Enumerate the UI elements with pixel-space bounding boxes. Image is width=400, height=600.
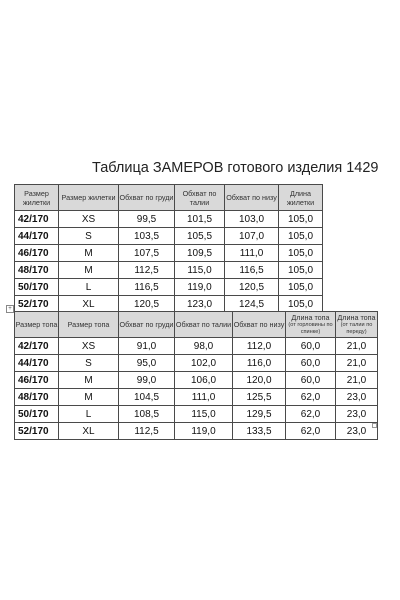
value-cell: 91,0 (119, 338, 175, 355)
size-cell: 44/170 (15, 228, 59, 245)
table-row (15, 355, 378, 372)
value-cell: 95,0 (119, 355, 175, 372)
value-cell: 119,0 (175, 423, 233, 440)
value-cell: 105,0 (279, 211, 323, 228)
size-cell: 48/170 (15, 262, 59, 279)
letter-size-cell: M (59, 245, 119, 262)
table-row (15, 279, 323, 296)
value-cell: 120,5 (225, 279, 279, 296)
value-cell: 101,5 (175, 211, 225, 228)
value-cell: 111,0 (225, 245, 279, 262)
table-row (15, 338, 378, 355)
value-cell: 60,0 (286, 338, 336, 355)
letter-size-cell: M (59, 389, 119, 406)
header-note: (от талии по переду) (340, 322, 373, 335)
table-row (15, 423, 378, 440)
size-cell: 44/170 (15, 355, 59, 372)
size-cell: 48/170 (15, 389, 59, 406)
value-cell: 125,5 (233, 389, 286, 406)
value-cell: 105,0 (279, 245, 323, 262)
value-cell: 105,0 (279, 228, 323, 245)
value-cell: 21,0 (336, 338, 378, 355)
value-cell: 107,0 (225, 228, 279, 245)
table-row (15, 262, 323, 279)
value-cell: 112,0 (233, 338, 286, 355)
size-cell: 50/170 (15, 406, 59, 423)
size-cell: 42/170 (15, 211, 59, 228)
letter-size-cell: XS (59, 338, 119, 355)
value-cell: 62,0 (286, 423, 336, 440)
value-cell: 62,0 (286, 389, 336, 406)
value-cell: 108,5 (119, 406, 175, 423)
value-cell: 60,0 (286, 355, 336, 372)
header-cell: Обхват по талии (175, 185, 225, 211)
value-cell: 21,0 (336, 355, 378, 372)
value-cell: 62,0 (286, 406, 336, 423)
value-cell: 115,0 (175, 406, 233, 423)
size-cell: 46/170 (15, 372, 59, 389)
letter-size-cell: XL (59, 296, 119, 313)
table-header-row (15, 312, 378, 338)
header-note: (от горловины по спинке) (288, 322, 333, 335)
value-cell: 105,0 (279, 262, 323, 279)
value-cell: 23,0 (336, 389, 378, 406)
value-cell: 99,5 (119, 211, 175, 228)
value-cell: 111,0 (175, 389, 233, 406)
header-cell: Размер жилетки (59, 185, 119, 211)
value-cell: 23,0 (336, 406, 378, 423)
header-cell (286, 312, 336, 338)
value-cell: 104,5 (119, 389, 175, 406)
header-label: Длина топа (337, 313, 376, 322)
letter-size-cell: S (59, 355, 119, 372)
value-cell: 105,0 (279, 279, 323, 296)
value-cell: 98,0 (175, 338, 233, 355)
value-cell: 133,5 (233, 423, 286, 440)
table-row (15, 406, 378, 423)
letter-size-cell: XS (59, 211, 119, 228)
table-row (15, 296, 323, 313)
document-title: Таблица ЗАМЕРОВ готового изделия 1429 (92, 160, 379, 176)
value-cell: 105,0 (279, 296, 323, 313)
value-cell: 112,5 (119, 262, 175, 279)
value-cell: 119,0 (175, 279, 225, 296)
table-row (15, 389, 378, 406)
value-cell: 23,0 (336, 423, 378, 440)
size-cell: 50/170 (15, 279, 59, 296)
letter-size-cell: XL (59, 423, 119, 440)
value-cell: 116,5 (225, 262, 279, 279)
value-cell: 107,5 (119, 245, 175, 262)
value-cell: 129,5 (233, 406, 286, 423)
table-row (15, 211, 323, 228)
header-cell: Длина жилетки (279, 185, 323, 211)
letter-size-cell: M (59, 262, 119, 279)
header-cell: Размер топа (59, 312, 119, 338)
header-cell: Обхват по низу (233, 312, 286, 338)
value-cell: 105,5 (175, 228, 225, 245)
value-cell: 123,0 (175, 296, 225, 313)
size-cell: 42/170 (15, 338, 59, 355)
size-cell: 46/170 (15, 245, 59, 262)
value-cell: 124,5 (225, 296, 279, 313)
table-row (15, 372, 378, 389)
header-cell: Обхват по низу (225, 185, 279, 211)
size-cell: 52/170 (15, 296, 59, 313)
table-resize-handle-icon[interactable] (372, 423, 377, 428)
letter-size-cell: L (59, 279, 119, 296)
table-move-handle-icon[interactable]: + (6, 305, 14, 313)
header-cell: Размер жилетки (15, 185, 59, 211)
size-cell: 52/170 (15, 423, 59, 440)
value-cell: 120,0 (233, 372, 286, 389)
header-cell (336, 312, 378, 338)
table-row (15, 245, 323, 262)
value-cell: 103,5 (119, 228, 175, 245)
table-header-row (15, 185, 323, 211)
header-cell: Обхват по груди (119, 312, 175, 338)
letter-size-cell: S (59, 228, 119, 245)
value-cell: 103,0 (225, 211, 279, 228)
value-cell: 109,5 (175, 245, 225, 262)
value-cell: 106,0 (175, 372, 233, 389)
value-cell: 112,5 (119, 423, 175, 440)
table-row (15, 228, 323, 245)
value-cell: 116,0 (233, 355, 286, 372)
top-measurements-table (14, 311, 378, 440)
value-cell: 21,0 (336, 372, 378, 389)
vest-measurements-table (14, 184, 323, 313)
header-label: Длина топа (291, 313, 330, 322)
letter-size-cell: M (59, 372, 119, 389)
value-cell: 115,0 (175, 262, 225, 279)
value-cell: 60,0 (286, 372, 336, 389)
value-cell: 116,5 (119, 279, 175, 296)
value-cell: 102,0 (175, 355, 233, 372)
header-cell: Обхват по груди (119, 185, 175, 211)
value-cell: 120,5 (119, 296, 175, 313)
letter-size-cell: L (59, 406, 119, 423)
value-cell: 99,0 (119, 372, 175, 389)
header-cell: Обхват по талии (175, 312, 233, 338)
header-cell: Размер топа (15, 312, 59, 338)
